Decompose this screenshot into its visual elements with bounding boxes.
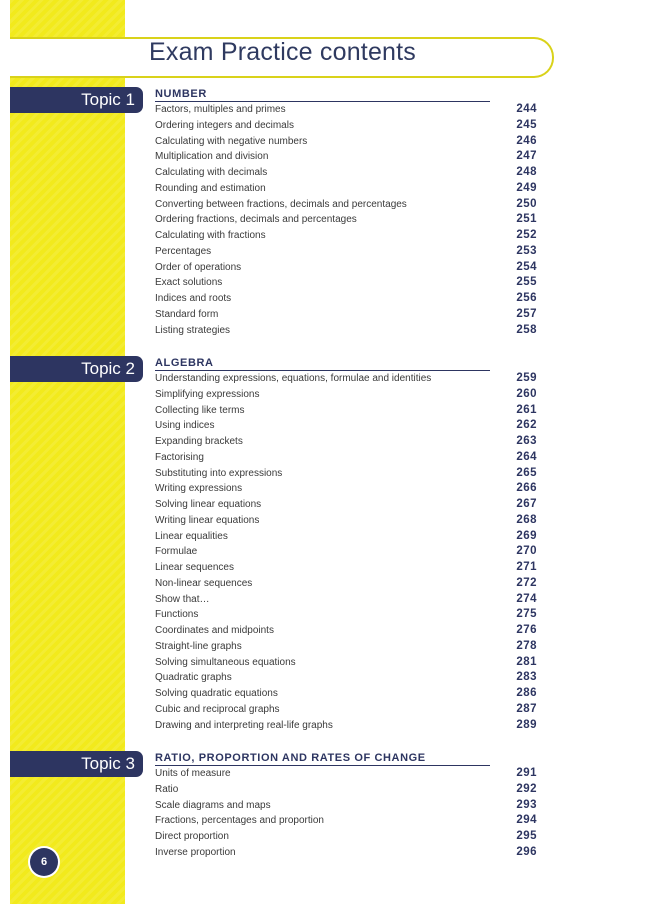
contents-row [155, 418, 537, 434]
entry-title: Coordinates and midpoints [155, 625, 274, 636]
entry-title: Simplifying expressions [155, 388, 260, 400]
entry-page-number: 283 [516, 671, 537, 684]
entry-title: Units of measure [155, 768, 231, 779]
entry-title: Collecting like terms [155, 404, 245, 416]
contents-row [155, 118, 537, 134]
contents-row [155, 592, 537, 608]
contents-row [155, 466, 537, 482]
entry-page-number: 296 [516, 845, 537, 858]
entry-title: Ratio [155, 783, 179, 795]
entry-page-number: 295 [516, 830, 537, 842]
topic-2-badge: Topic 2 [10, 356, 143, 382]
contents-row [155, 782, 537, 798]
entry-page-number: 287 [516, 702, 537, 715]
contents-row [155, 829, 537, 845]
entry-title: Calculating with negative numbers [155, 135, 308, 147]
entry-page-number: 257 [516, 307, 537, 320]
contents-row [155, 307, 537, 323]
contents-row [155, 228, 537, 244]
contents-row [155, 623, 537, 639]
contents-row [155, 813, 537, 829]
topic-1-badge: Topic 1 [10, 87, 143, 113]
entry-title: Using indices [155, 420, 215, 432]
contents-row [155, 576, 537, 592]
entry-title: Percentages [155, 245, 212, 257]
entry-title: Non-linear sequences [155, 577, 253, 589]
entry-page-number: 272 [516, 576, 537, 589]
entry-title: Exact solutions [155, 277, 223, 289]
entry-title: Straight-line graphs [155, 640, 242, 652]
entry-page-number: 262 [516, 419, 537, 432]
entry-page-number: 254 [516, 260, 537, 273]
entry-title: Linear equalities [155, 530, 228, 542]
entry-title: Drawing and interpreting real-life graphs [155, 719, 333, 731]
entry-title: Order of operations [155, 261, 242, 273]
entry-title: Factorising [155, 451, 204, 463]
entry-page-number: 264 [516, 450, 537, 463]
entry-page-number: 261 [516, 403, 537, 416]
contents-row [155, 655, 537, 671]
entry-title: Show that… [155, 593, 210, 605]
topic-3-entries [155, 766, 537, 861]
entry-title: Multiplication and division [155, 151, 269, 163]
entry-title: Ordering integers and decimals [155, 119, 294, 131]
entry-page-number: 256 [516, 292, 537, 304]
entry-title: Solving simultaneous equations [155, 656, 296, 668]
entry-title: Rounding and estimation [155, 182, 266, 194]
contents-row [155, 607, 537, 623]
entry-page-number: 289 [516, 718, 537, 731]
topic-2-entries [155, 371, 537, 733]
entry-title: Listing strategies [155, 324, 231, 336]
contents-row [155, 291, 537, 307]
contents-row [155, 497, 537, 513]
entry-title: Inverse proportion [155, 846, 236, 858]
contents-row [155, 244, 537, 260]
contents-row [155, 560, 537, 576]
entry-page-number: 271 [516, 561, 537, 573]
contents-row [155, 165, 537, 181]
entry-page-number: 269 [516, 529, 537, 542]
contents-row [155, 529, 537, 545]
entry-page-number: 275 [516, 608, 537, 621]
entry-page-number: 247 [516, 150, 537, 163]
contents-row [155, 134, 537, 150]
entry-page-number: 265 [516, 466, 537, 479]
contents-row [155, 275, 537, 291]
entry-page-number: 245 [516, 118, 537, 131]
topic-3-badge: Topic 3 [10, 751, 143, 777]
contents-row [155, 544, 537, 560]
contents-row [155, 513, 537, 529]
contents-row [155, 639, 537, 655]
topic-1-section [155, 87, 537, 338]
entry-page-number: 291 [516, 767, 537, 779]
contents-row [155, 686, 537, 702]
contents-row [155, 181, 537, 197]
contents-row [155, 450, 537, 466]
entry-page-number: 286 [516, 687, 537, 699]
contents-row [155, 323, 537, 339]
contents-row [155, 102, 537, 118]
topic-1-entries [155, 102, 537, 338]
entry-page-number: 281 [516, 655, 537, 668]
contents-row [155, 766, 537, 782]
entry-page-number: 252 [516, 229, 537, 241]
entry-title: Factors, multiples and primes [155, 104, 286, 115]
entry-page-number: 292 [516, 782, 537, 795]
entry-title: Scale diagrams and maps [155, 799, 271, 811]
entry-title: Indices and roots [155, 293, 232, 304]
entry-page-number: 260 [516, 387, 537, 400]
topic-2-section [155, 356, 537, 733]
topic-1-heading: NUMBER [155, 87, 490, 102]
page-title: Exam Practice contents [149, 38, 417, 66]
entry-title: Formulae [155, 546, 198, 558]
contents-row [155, 845, 537, 861]
entry-page-number: 258 [516, 323, 537, 336]
entry-title: Functions [155, 609, 199, 621]
entry-page-number: 276 [516, 624, 537, 636]
entry-page-number: 251 [516, 213, 537, 226]
contents-row [155, 260, 537, 276]
contents-row [155, 798, 537, 814]
topic-3-section [155, 751, 537, 861]
entry-title: Standard form [155, 308, 219, 320]
entry-title: Quadratic graphs [155, 672, 232, 684]
entry-page-number: 246 [516, 134, 537, 147]
contents-row [155, 434, 537, 450]
entry-page-number: 259 [516, 372, 537, 384]
entry-title: Direct proportion [155, 831, 229, 842]
entry-title: Writing linear equations [155, 514, 260, 526]
page-number-badge: 6 [30, 848, 58, 876]
entry-page-number: 266 [516, 482, 537, 495]
entry-title: Solving linear equations [155, 499, 262, 510]
entry-page-number: 294 [516, 814, 537, 827]
contents-row [155, 387, 537, 403]
contents-row [155, 149, 537, 165]
contents-row [155, 371, 537, 387]
entry-title: Substituting into expressions [155, 467, 283, 479]
entry-title: Fractions, percentages and proportion [155, 815, 324, 827]
entry-page-number: 253 [516, 244, 537, 257]
entry-page-number: 263 [516, 435, 537, 447]
topic-2-heading: ALGEBRA [155, 356, 490, 371]
entry-title: Cubic and reciprocal graphs [155, 703, 280, 715]
entry-page-number: 244 [516, 103, 537, 115]
entry-title: Converting between fractions, decimals and percentages [155, 198, 407, 210]
contents-row [155, 403, 537, 419]
contents-row [155, 197, 537, 213]
topic-3-heading: RATIO, PROPORTION AND RATES OF CHANGE [155, 751, 490, 766]
entry-title: Understanding expressions, equations, formulae and identities [155, 373, 432, 384]
entry-page-number: 267 [516, 498, 537, 510]
entry-title: Ordering fractions, decimals and percentages [155, 214, 357, 226]
entry-title: Solving quadratic equations [155, 688, 278, 699]
contents-row [155, 212, 537, 228]
entry-page-number: 255 [516, 276, 537, 289]
entry-title: Writing expressions [155, 483, 243, 495]
contents-row [155, 718, 537, 734]
entry-page-number: 274 [516, 592, 537, 605]
entry-title: Linear sequences [155, 562, 234, 573]
entry-page-number: 248 [516, 166, 537, 178]
contents-row [155, 481, 537, 497]
entry-page-number: 278 [516, 639, 537, 652]
entry-title: Calculating with decimals [155, 167, 268, 178]
entry-page-number: 250 [516, 197, 537, 210]
entry-title: Expanding brackets [155, 436, 243, 447]
entry-page-number: 293 [516, 798, 537, 811]
entry-page-number: 268 [516, 513, 537, 526]
entry-page-number: 270 [516, 545, 537, 558]
entry-page-number: 249 [516, 181, 537, 194]
contents-row [155, 670, 537, 686]
contents-row [155, 702, 537, 718]
entry-title: Calculating with fractions [155, 230, 266, 241]
